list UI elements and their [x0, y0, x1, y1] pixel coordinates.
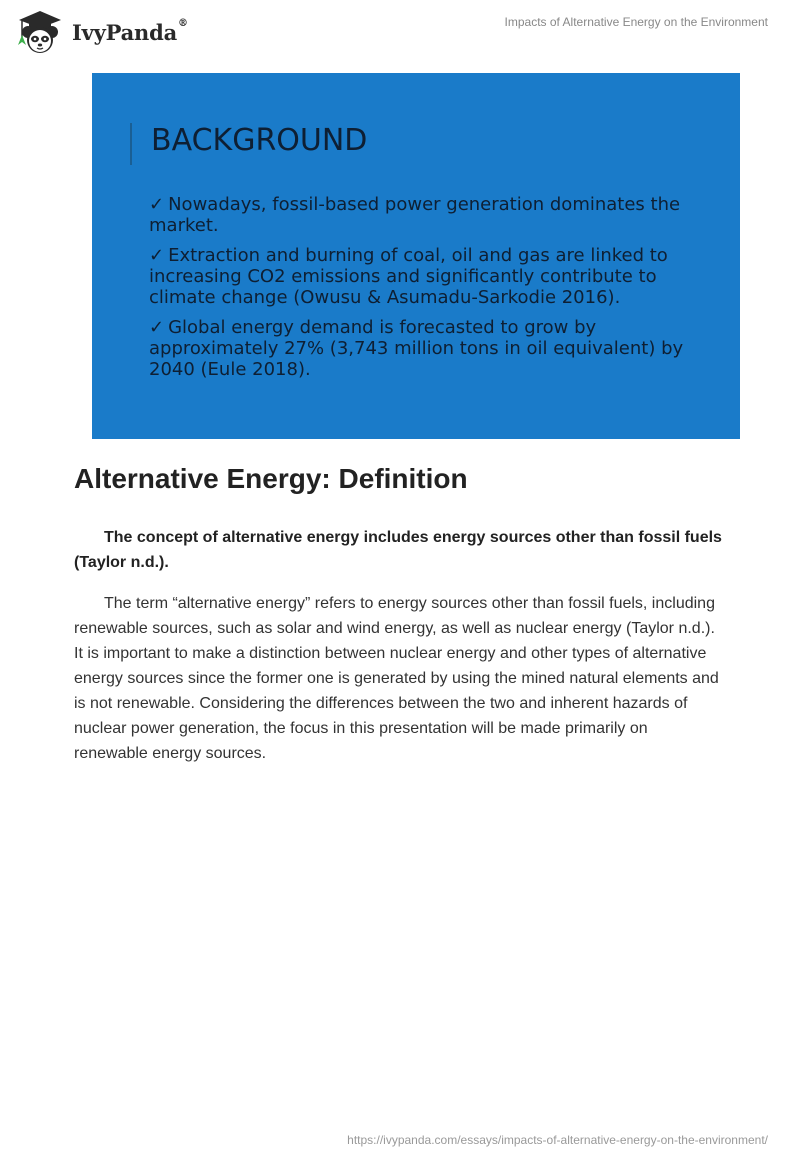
panda-graduate-icon	[14, 9, 66, 55]
slide-heading: BACKGROUND	[151, 123, 368, 158]
slide-bullet-text: Extraction and burning of coal, oil and gas are linked to increasing CO2 emissions and significantly contribute to climate change (Owusu & Asumadu-Sarkodie 2016).	[149, 245, 668, 308]
document-title: Impacts of Alternative Energy on the Environment	[504, 15, 768, 29]
registered-mark: ®	[178, 17, 188, 29]
slide-bullet-text: Nowadays, fossil-based power generation dominates the market.	[149, 194, 681, 236]
brand-logo[interactable]	[14, 9, 188, 55]
checkmark-icon: ✓	[149, 245, 165, 266]
lead-paragraph: The concept of alternative energy includes energy sources other than fossil fuels (Taylor n.d.).	[74, 529, 722, 571]
slide-accent-bar	[130, 123, 132, 165]
page-header	[0, 0, 800, 60]
body-paragraph: The term “alternative energy” refers to energy sources other than fossil fuels, including renewable sources, such as solar and wind energy, as well as nuclear energy (Taylor n.d.). It is important to make a distinction between nuclear energy and other types of alternative energy sources since the former one is generated by using the mined natural elements and is not renewable. Considering the differences between the two and inherent hazards of nuclear power generation, the focus in this presentation will be made primarily on renewable energy sources.	[74, 595, 719, 762]
checkmark-icon: ✓	[149, 317, 165, 338]
checkmark-icon: ✓	[149, 194, 165, 215]
slide-bullet-list	[149, 194, 689, 389]
brand-name: IvyPanda®	[72, 17, 188, 45]
slide-bullet	[149, 245, 689, 308]
section-title: Alternative Energy: Definition	[74, 463, 468, 494]
footer-url-link[interactable]: https://ivypanda.com/essays/impacts-of-alternative-energy-on-the-environment/	[347, 1133, 768, 1147]
slide-image	[92, 73, 740, 439]
slide-bullet	[149, 317, 689, 380]
slide-bullet-text: Global energy demand is forecasted to grow by approximately 27% (3,743 million tons in oil equivalent) by 2040 (Eule 2018).	[149, 317, 684, 380]
slide-bullet	[149, 194, 689, 236]
